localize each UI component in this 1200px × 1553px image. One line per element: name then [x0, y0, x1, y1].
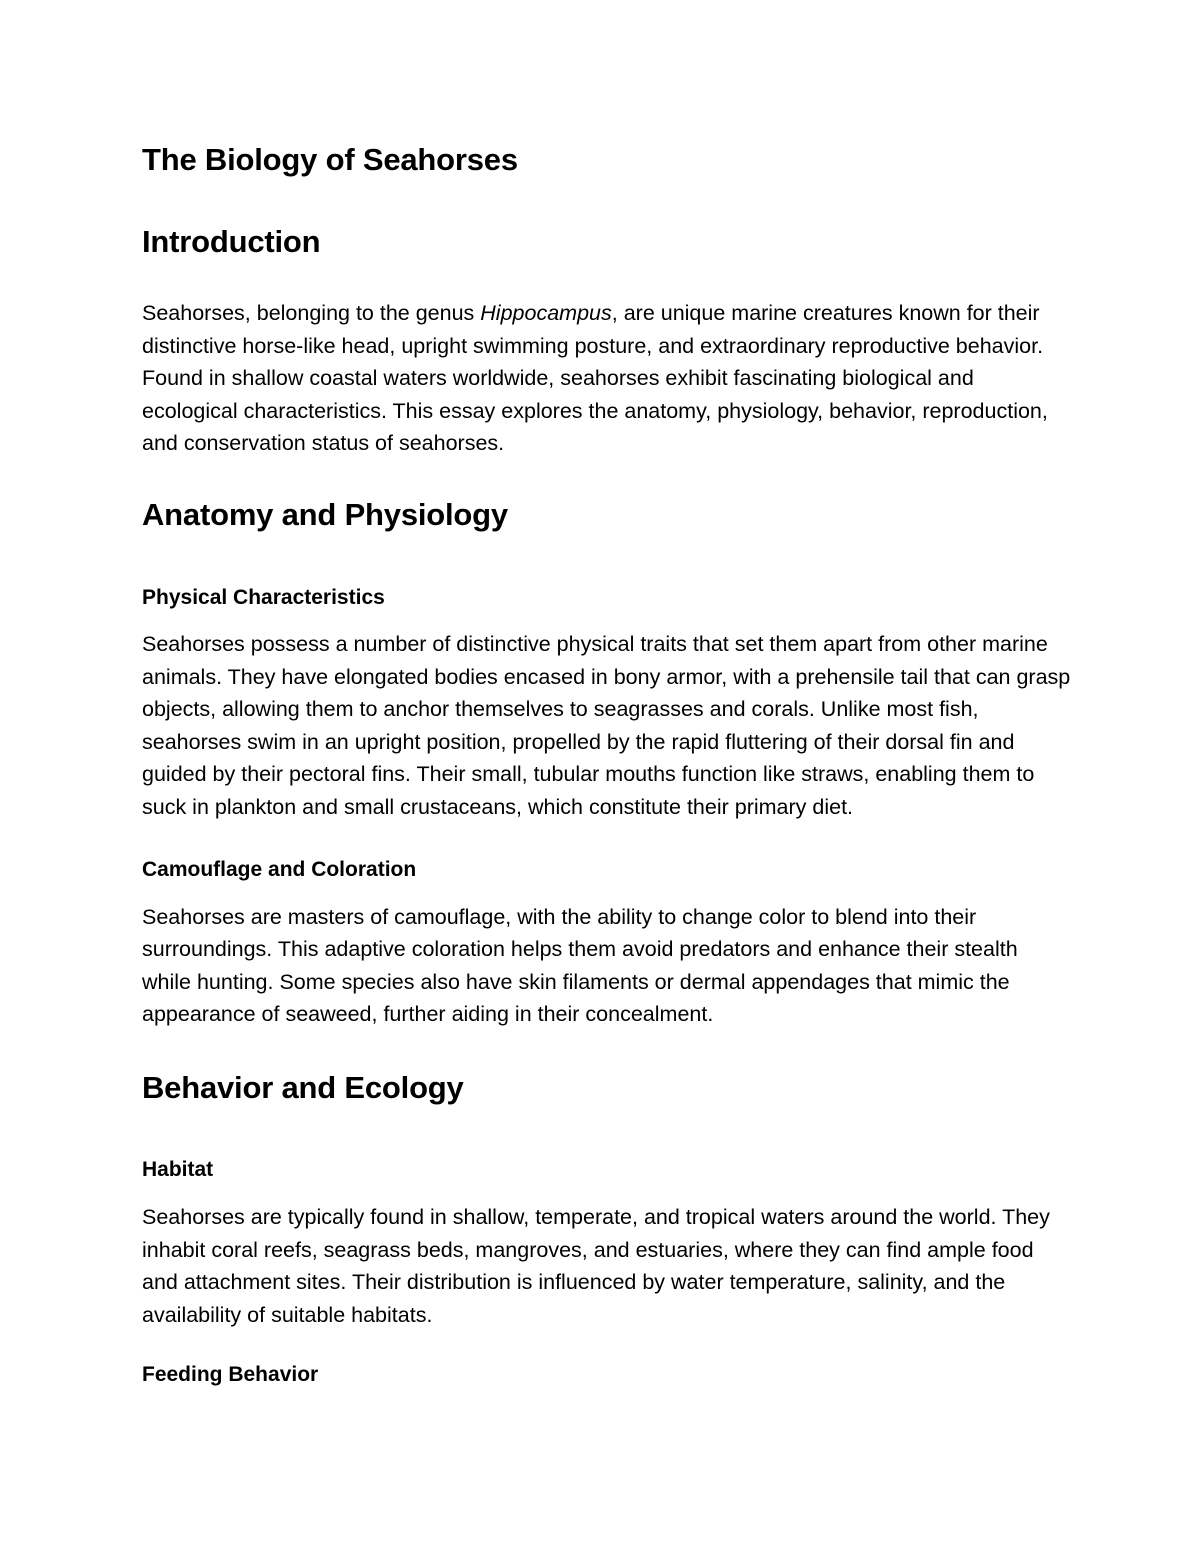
document-title: The Biology of Seahorses	[142, 142, 518, 177]
introduction-paragraph	[142, 297, 1072, 460]
behavior-heading: Behavior and Ecology	[142, 1069, 464, 1105]
feeding-behavior-heading: Feeding Behavior	[142, 1363, 319, 1387]
physical-characteristics-paragraph: Seahorses possess a number of distinctive physical traits that set them apart from other marine animals. They have elongated bodies encased in bony armor, with a prehensile tail that can grasp objects, allowing them to anchor themselves to seagrasses and corals. Unlike most fish, seahorses swim in an upright position, propelled by the rapid fluttering of their dorsal fin and guided by their pectoral fins. Their small, tubular mouths function like straws, enabling them to suck in plankton and small crustaceans, which constitute their primary diet.	[142, 631, 1071, 819]
introduction-heading: Introduction	[142, 224, 321, 259]
camouflage-paragraph: Seahorses are masters of camouflage, with the ability to change color to blend into their surroundings. This adaptive coloration helps them avoid predators and enhance their stealth while hunting. Some species also have skin filaments or dermal appendages that mimic the appearance of seaweed, further aiding in their concealment.	[142, 904, 1018, 1027]
anatomy-heading: Anatomy and Physiology	[142, 496, 508, 532]
habitat-paragraph: Seahorses are typically found in shallow, temperate, and tropical waters around the world. They inhabit coral reefs, seagrass beds, mangroves, and estuaries, where they can find ample food and attachment sites. Their distribution is influenced by water temperature, salinity, and the availability of suitable habitats.	[142, 1204, 1050, 1327]
camouflage-heading: Camouflage and Coloration	[142, 857, 417, 881]
genus-name: Hippocampus	[480, 301, 612, 325]
introduction-text-start: Seahorses, belonging to the genus	[142, 301, 481, 325]
habitat-heading: Habitat	[142, 1157, 214, 1181]
introduction-text-end: , are unique marine creatures known for their distinctive horse-like head, upright swimming posture, and extraordinary reproductive behavior. Found in shallow coastal waters worldwide, seahorses exhibit fascinating biological and ecological characteristics. This essay explores the anatomy, physiology, behavior, reproduction, and conservation status of seahorses.	[142, 301, 1048, 456]
physical-characteristics-heading: Physical Characteristics	[142, 585, 385, 609]
